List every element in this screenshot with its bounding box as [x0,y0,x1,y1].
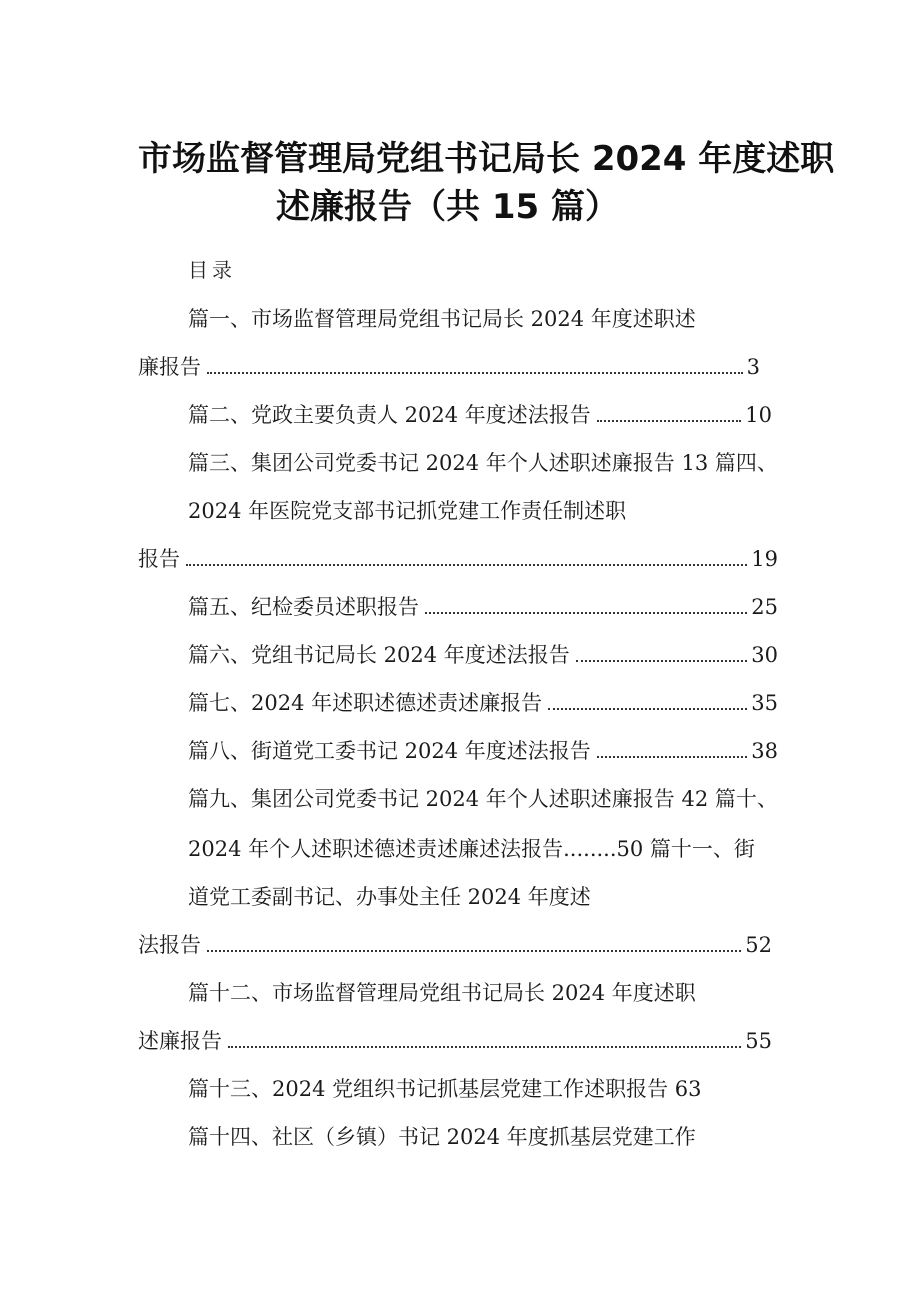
toc-entry-text: 篇九、集团公司党委书记 2024 年个人述职述廉报告 42 篇十、 [188,787,778,811]
toc-entry-text: 篇七、2024 年述职述德述责述廉报告 [188,691,543,715]
title-line-2: 述廉报告（共 15 篇） [276,187,619,227]
toc-page-number: 55 [745,1029,772,1053]
toc-entry-text: 篇十三、2024 党组织书记抓基层党建工作述职报告 63 [188,1077,702,1101]
toc-entry-text: 篇二、党政主要负责人 2024 年度述法报告 [188,403,591,427]
toc-entry-12-line-2[interactable] [138,1026,772,1056]
toc-entry-6[interactable] [188,640,778,670]
toc-entry-text: 述廉报告 [138,1029,222,1053]
toc-entry-2[interactable] [188,400,772,430]
toc-entry-text: 篇一、市场监督管理局党组书记局长 2024 年度述职述 [188,307,696,331]
toc-page-number: 38 [751,739,778,763]
toc-dot-leader [597,755,747,758]
toc-page-number: 30 [751,643,778,667]
toc-page-number: 3 [746,355,760,379]
toc-page-number: 35 [751,691,778,715]
toc-entry-text: 篇五、纪检委员述职报告 [188,595,419,619]
toc-entry-text: 2024 年医院党支部书记抓党建工作责任制述职 [188,499,627,523]
toc-dot-leader [207,371,743,374]
toc-dot-leader [548,707,747,710]
toc-entry-text: 篇八、街道党工委书记 2024 年度述法报告 [188,739,591,763]
title-line-1: 市场监督管理局党组书记局长 2024 年度述职 [138,139,835,179]
toc-page-number: 19 [751,547,778,571]
toc-dot-leader [186,563,747,566]
toc-dot-leader [576,659,747,662]
toc-entry-4-line-2[interactable] [138,544,778,574]
toc-entry-11-line-2[interactable] [138,930,772,960]
toc-dot-leader [425,611,747,614]
toc-page-number: 10 [745,403,772,427]
toc-entry-text: 2024 年个人述职述德述责述廉述法报告........50 篇十一、街 [188,837,755,861]
toc-page-number: 25 [751,595,778,619]
toc-entry-text: 篇三、集团公司党委书记 2024 年个人述职述廉报告 13 篇四、 [188,451,778,475]
toc-dot-leader [207,949,741,952]
toc-heading: 目录 [188,258,236,282]
toc-entry-text: 法报告 [138,933,201,957]
toc-dot-leader [597,419,741,422]
toc-entry-text: 廉报告 [138,355,201,379]
toc-entry-text: 报告 [138,547,180,571]
toc-dot-leader [228,1045,741,1048]
toc-entry-text: 篇六、党组书记局长 2024 年度述法报告 [188,643,570,667]
toc-entry-5[interactable] [188,592,778,622]
toc-entry-text: 篇十四、社区（乡镇）书记 2024 年度抓基层党建工作 [188,1125,696,1149]
toc-page-number: 52 [745,933,772,957]
toc-entry-1-line-2[interactable] [138,352,760,382]
toc-entry-text: 篇十二、市场监督管理局党组书记局长 2024 年度述职 [188,981,696,1005]
toc-entry-8[interactable] [188,736,778,766]
toc-entry-text: 道党工委副书记、办事处主任 2024 年度述 [188,885,591,909]
toc-entry-7[interactable] [188,688,778,718]
